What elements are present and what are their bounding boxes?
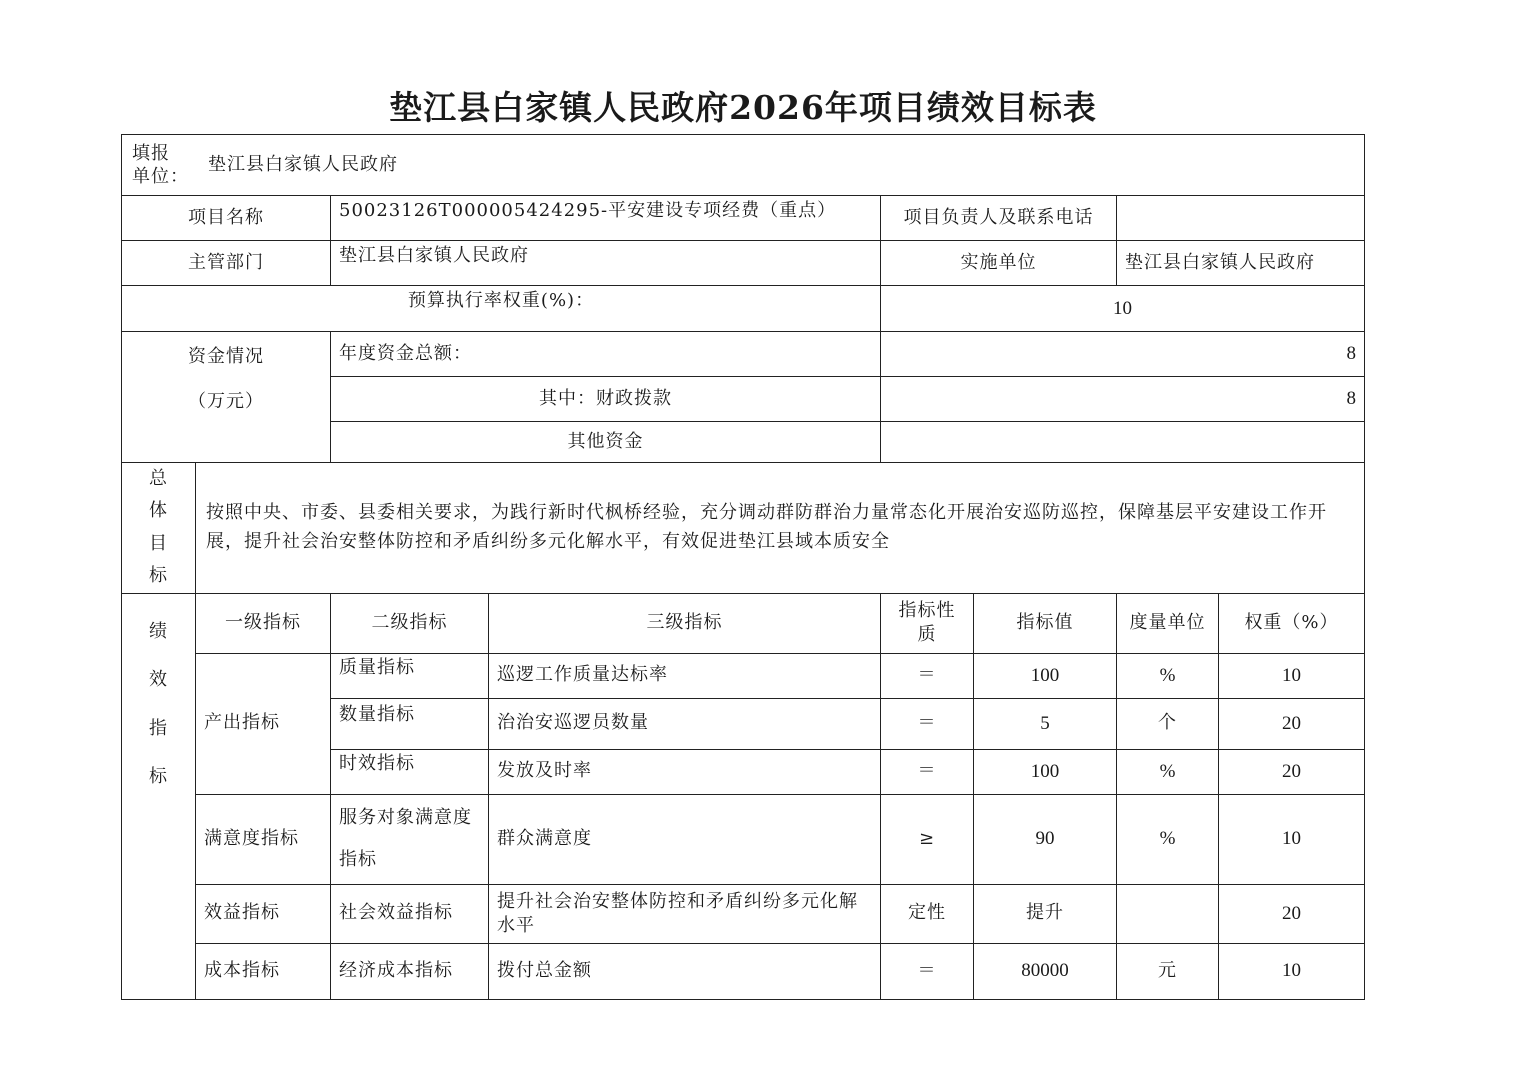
group-cost: 成本指标 [196,943,331,999]
table-row-unit: 元 [1117,943,1219,999]
budget-weight-label: 预算执行率权重(%)： [122,286,881,332]
goal-text: 按照中央、市委、县委相关要求，为践行新时代枫桥经验，充分调动群防群治力量常态化开展治安巡防巡控，保障基层平安建设工作开展，提升社会治安整体防控和矛盾纠纷多元化解水平，有效促进垫江县域本质安全 [196,463,1365,594]
table-row-weight: 20 [1219,884,1365,943]
filler-row [122,135,1365,196]
dept-label: 主管部门 [122,241,331,286]
header-level2: 二级指标 [331,593,489,653]
header-nature: 指标性质 [881,593,974,653]
table-row-level2: 质量指标 [331,653,489,698]
table-row-nature: ＝ [881,653,974,698]
table-row-unit: % [1117,653,1219,698]
table-row-level3: 拨付总金额 [489,943,881,999]
table-row-unit: % [1117,749,1219,794]
table-row-level3: 治治安巡逻员数量 [489,698,881,749]
funds-label [122,332,331,463]
table-row-weight: 10 [1219,653,1365,698]
indicators-label-char: 绩 [149,620,168,642]
header-level1: 一级指标 [196,593,331,653]
table-row-level3: 发放及时率 [489,749,881,794]
table-row-unit: % [1117,794,1219,884]
funds-label-2: （万元） [188,391,264,412]
goal-label-char: 标 [149,565,168,587]
table-row-level2: 经济成本指标 [331,943,489,999]
header-level3: 三级指标 [489,593,881,653]
goal-label-char: 总 [149,468,168,489]
table-row-weight: 20 [1219,698,1365,749]
funds-other-value [881,422,1365,463]
project-name-value: 50023126T000005424295-平安建设专项经费（重点） [331,196,881,241]
table-row-level2: 社会效益指标 [331,884,489,943]
indicators-label-char: 指 [149,717,168,739]
filler-value: 垫江县白家镇人民政府 [208,153,398,175]
funds-fiscal-label: 其中：财政拨款 [331,377,881,422]
table-row-weight: 20 [1219,749,1365,794]
table-row-nature: ＝ [881,943,974,999]
table-row-level3: 巡逻工作质量达标率 [489,653,881,698]
goal-label-char: 体 [149,500,168,522]
performance-table [121,134,1365,1000]
table-row-value: 100 [974,653,1117,698]
group-benefit: 效益指标 [196,884,331,943]
indicators-label [122,593,196,999]
table-row-level2: 时效指标 [331,749,489,794]
group-output: 产出指标 [196,653,331,794]
contact-label: 项目负责人及联系电话 [881,196,1117,241]
table-row-weight: 10 [1219,943,1365,999]
table-row-value: 90 [974,794,1117,884]
filler-label-2: 单位： [132,166,189,187]
table-row-unit: 个 [1117,698,1219,749]
goal-label-char: 目 [149,532,168,554]
dept-value: 垫江县白家镇人民政府 [331,241,881,286]
project-name-label: 项目名称 [122,196,331,241]
contact-value [1117,196,1365,241]
header-weight: 权重（%） [1219,593,1365,653]
funds-total-label: 年度资金总额： [331,332,881,377]
table-row-level2: 数量指标 [331,698,489,749]
funds-other-label: 其他资金 [331,422,881,463]
indicators-label-char: 标 [149,766,168,788]
table-row-value: 80000 [974,943,1117,999]
impl-label: 实施单位 [881,241,1117,286]
table-row-nature: ≥ [881,794,974,884]
table-row-value: 提升 [974,884,1117,943]
table-row-nature: ＝ [881,698,974,749]
funds-fiscal-value: 8 [881,377,1365,422]
table-row-level2: 服务对象满意度指标 [331,794,489,884]
table-row-value: 100 [974,749,1117,794]
table-row-level3: 提升社会治安整体防控和矛盾纠纷多元化解水平 [489,884,881,943]
table-row-value: 5 [974,698,1117,749]
budget-weight-value: 10 [881,286,1365,332]
goal-label [122,463,196,594]
header-unit: 度量单位 [1117,593,1219,653]
table-row-nature: 定性 [881,884,974,943]
page-title: 垫江县白家镇人民政府2026年项目绩效目标表 [389,88,1097,127]
table-row-nature: ＝ [881,749,974,794]
funds-label-1: 资金情况 [188,346,264,367]
group-satisfaction: 满意度指标 [196,794,331,884]
impl-value: 垫江县白家镇人民政府 [1117,241,1365,286]
table-row-level3: 群众满意度 [489,794,881,884]
table-row-unit [1117,884,1219,943]
filler-label-1: 填报 [132,142,170,164]
indicators-label-char: 效 [149,669,168,691]
table-row-weight: 10 [1219,794,1365,884]
funds-total-value: 8 [881,332,1365,377]
header-value: 指标值 [974,593,1117,653]
